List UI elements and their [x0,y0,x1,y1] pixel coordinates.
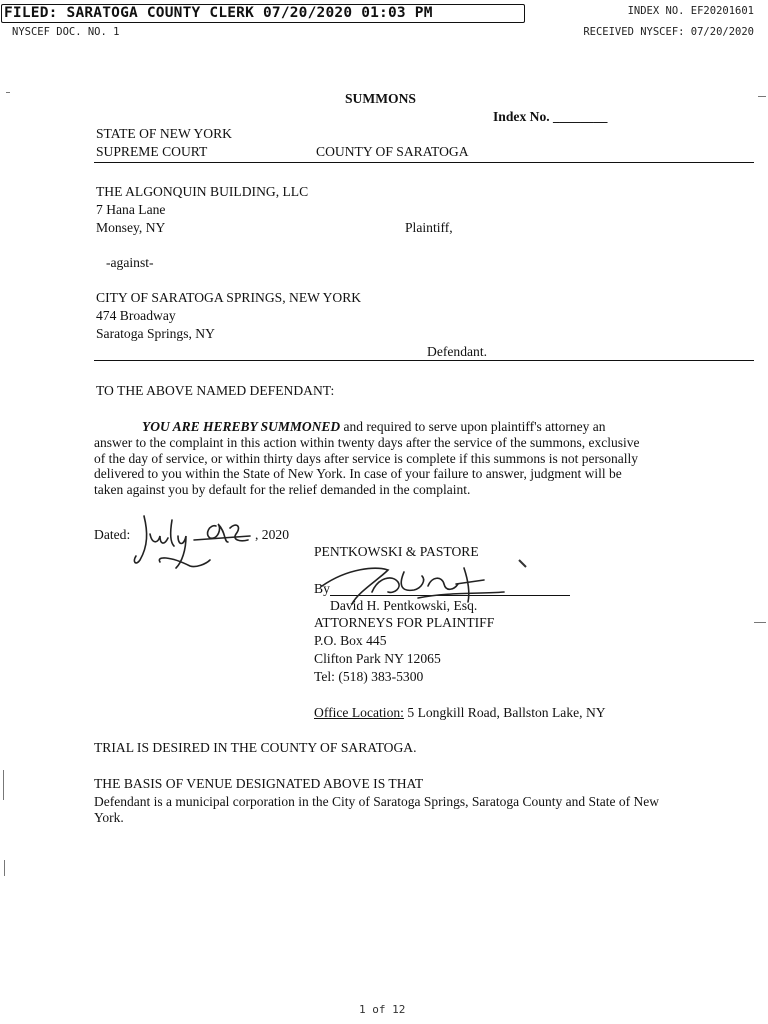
state-name: STATE OF NEW YORK [96,126,232,141]
caption-rule-bottom [94,360,754,361]
venue-paragraph [94,794,664,826]
page-number: 1 of 12 [359,1003,406,1016]
attorney-name: David H. Pentkowski, Esq. [330,598,478,613]
county-name: COUNTY OF SARATOGA [316,144,469,159]
scan-artifact [754,622,766,623]
scan-artifact [3,770,4,800]
received-date: RECEIVED NYSCEF: 07/20/2020 [583,26,754,38]
scan-artifact [4,860,5,876]
plaintiff-name: THE ALGONQUIN BUILDING, LLC [96,184,309,199]
attorney-city: Clifton Park NY 12065 [314,651,441,666]
venue-heading: THE BASIS OF VENUE DESIGNATED ABOVE IS THAT [94,776,424,791]
by-label: By [314,581,330,596]
defendant-address-line2: Saratoga Springs, NY [96,326,215,341]
dated-label: Dated: [94,527,131,542]
scan-artifact [6,92,10,93]
against-label: -against- [106,255,154,270]
defendant-address-line1: 474 Broadway [96,308,176,323]
index-no-field: Index No. ________ [493,109,608,124]
office-location-address: 5 Longkill Road, Ballston Lake, NY [403,705,606,720]
summoned-emphasis: YOU ARE HEREBY SUMMONED [142,419,341,434]
caption-rule-top [94,162,754,163]
trial-statement: TRIAL IS DESIRED IN THE COUNTY OF SARATOGA. [94,740,417,755]
law-firm-name: PENTKOWSKI & PASTORE [314,544,479,559]
venue-text: Defendant is a municipal corporation in the City of Saratoga Springs, Saratoga County and State of New York. [94,794,659,825]
document-title: SUMMONS [345,91,416,106]
defendant-role: Defendant. [427,344,488,359]
notice-body: and required to serve upon plaintiff's attorney an answer to the complaint in this action within twenty days after the service of the summons, exclusive of the day of service, or within thirty days after service is complete if this summons is not personally delivered to you within the State of New York. In case of your failure to answer, judgment will be taken against you by default for the relief demanded in the complaint. [94,419,640,498]
scan-artifact [758,96,766,97]
attorney-phone: Tel: (518) 383-5300 [314,669,424,684]
nyscef-doc-number: NYSCEF DOC. NO. 1 [12,26,120,38]
court-name: SUPREME COURT [96,144,208,159]
notice-paragraph [94,419,642,498]
defendant-name: CITY OF SARATOGA SPRINGS, NEW YORK [96,290,362,305]
notice-heading: TO THE ABOVE NAMED DEFENDANT: [96,383,335,398]
dated-year: , 2020 [255,527,289,542]
plaintiff-address-line1: 7 Hana Lane [96,202,166,217]
filed-stamp: FILED: SARATOGA COUNTY CLERK 07/20/2020 01:03 PM [1,4,525,23]
office-location [314,705,606,721]
index-number: INDEX NO. EF20201601 [627,5,754,17]
handwritten-date [130,512,260,574]
plaintiff-role: Plaintiff, [405,220,453,235]
attorney-title: ATTORNEYS FOR PLAINTIFF [314,615,495,630]
pen-mark [518,556,528,566]
office-location-label: Office Location: [314,705,404,720]
attorney-po-box: P.O. Box 445 [314,633,387,648]
plaintiff-address-line2: Monsey, NY [96,220,166,235]
